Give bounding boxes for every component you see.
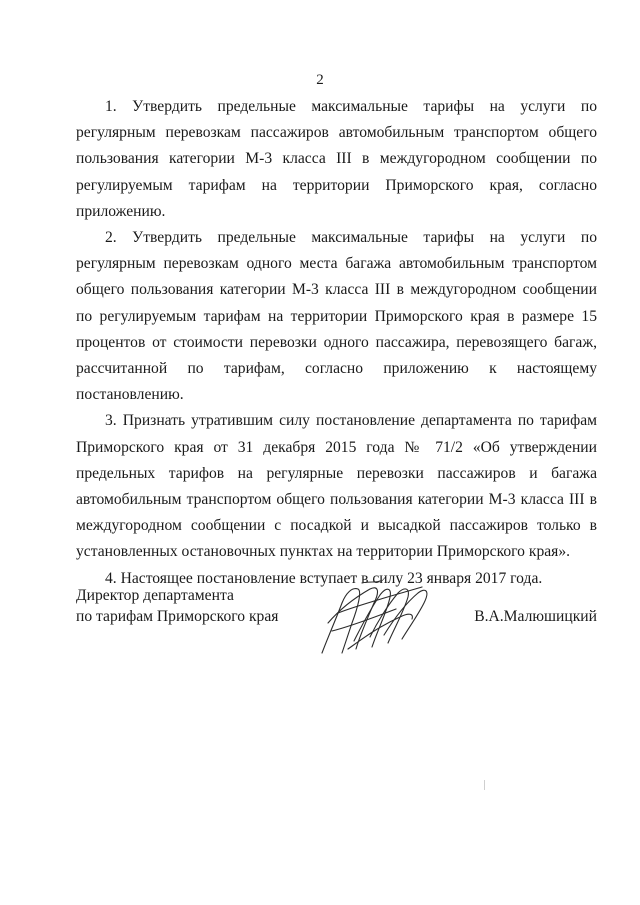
paragraph-3: 3. Признать утратившим силу постановление департамента по тарифам Приморского края от 31 декабря 2015 года № 71/2 «Об утверждении предельных тарифов на регулярные перевозки пассажиров и багажа автомобильным транспортом общего пользования категории М-3 класса III в междугородном сообщении с посадкой и высадкой пассажиров только в установленных остановочных пунктах на территории Приморского края». <box>76 412 597 561</box>
page-number: 2 <box>316 72 324 88</box>
signer-position <box>76 585 278 627</box>
paragraph-1: 1. Утвердить предельные максимальные тарифы на услуги по регулярным перевозкам пассажиров автомобильным транспортом общего пользования категории М-3 класса III в междугородном сообщении по регулируемым тарифам на территории Приморского края, согласно приложению. <box>76 98 597 220</box>
signer-name: В.А.Малюшицкий <box>474 608 597 625</box>
paragraph-4: 4. Настоящее постановление вступает в силу 23 января 2017 года. <box>105 569 543 587</box>
paragraph-2: 2. Утвердить предельные максимальные тарифы на услуги по регулярным перевозкам одного места багажа автомобильным транспортом общего пользования категории М-3 класса III в междугородном сообщении по регулируемым тарифам на территории Приморского края в размере 15 процентов от стоимости перевозки одного пассажира, перевозящего багаж, рассчитанной по тарифам, согласно приложению к настоящему постановлению. <box>76 229 597 404</box>
scan-artifact <box>484 780 485 790</box>
signer-position-line-1: Директор департамента <box>76 587 234 604</box>
signature-block <box>76 585 597 675</box>
document-body <box>76 94 597 592</box>
signer-position-line-2: по тарифам Приморского края <box>76 608 279 625</box>
handwritten-signature <box>318 579 438 659</box>
